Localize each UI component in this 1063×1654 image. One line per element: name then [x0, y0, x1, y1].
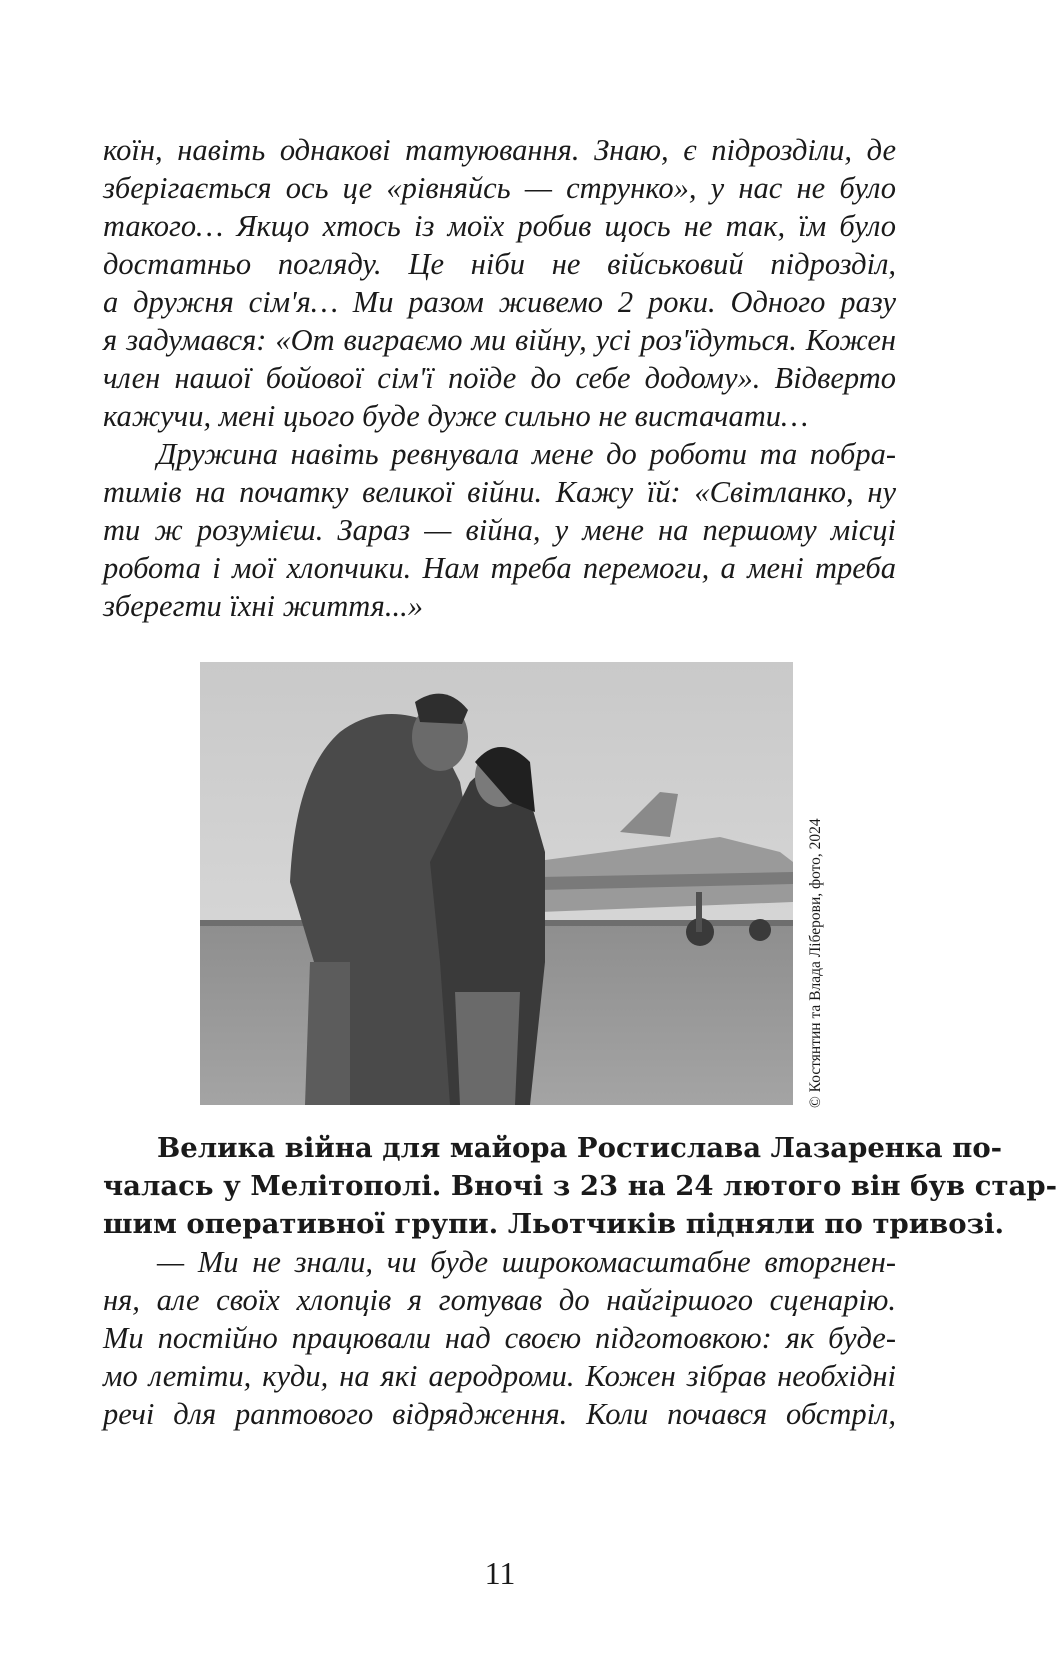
text-line: Велика війна для майора Ростислава Лазаренка по-	[157, 1132, 1003, 1164]
text-line: шим оперативної групи. Льотчиків підняли по тривозі.	[103, 1208, 1005, 1240]
text-line: такого… Якщо хтось із моїх робив щось не так, їм було	[103, 209, 896, 243]
text-line: — Ми не знали, чи буде широкомасштабне вторгнен-	[157, 1245, 896, 1279]
text-line: мо летіти, куди, на які аеродроми. Кожен зібрав необхідні	[103, 1359, 896, 1393]
text-line: зберегти їхні життя...»	[103, 589, 423, 623]
text-line: Ми постійно працювали над своєю підготовкою: як буде-	[103, 1321, 896, 1355]
text-line: достатньо погляду. Це ніби не військовий підрозділ,	[103, 247, 896, 281]
page-number: 11	[484, 1555, 516, 1591]
text-line: кажучи, мені цього буде дуже сильно не вистачати…	[103, 399, 809, 433]
text-line: я задумався: «От виграємо ми війну, усі роз'їдуться. Кожен	[103, 323, 896, 357]
photo	[200, 662, 793, 1105]
text-line: тимів на початку великої війни. Кажу їй: «Світланко, ну	[103, 475, 896, 509]
text-line: ня, але своїх хлопців я готував до найгіршого сценарію.	[103, 1283, 896, 1317]
text-line: робота і мої хлопчики. Нам треба перемоги, а мені треба	[103, 551, 896, 585]
text-line: речі для раптового відрядження. Коли почався обстріл,	[103, 1397, 896, 1431]
photo-credit: © Костянтин та Влада Ліберови, фото, 2024	[807, 818, 824, 1108]
text-line: зберігається ось це «рівняйсь — струнко», у нас не було	[103, 171, 896, 205]
text-line: а дружня сім'я… Ми разом живемо 2 роки. Одного разу	[103, 285, 896, 319]
text-line: чалась у Мелітополі. Вночі з 23 на 24 лютого він був стар-	[103, 1170, 1057, 1202]
text-line: ти ж розумієш. Зараз — війна, у мене на першому місці	[103, 513, 896, 547]
text-line: Дружина навіть ревнувала мене до роботи та побра-	[157, 437, 896, 471]
text-line: коїн, навіть однакові татуювання. Знаю, є підрозділи, де	[103, 133, 896, 167]
text-line: член нашої бойової сім'ї поїде до себе додому». Відверто	[103, 361, 896, 395]
